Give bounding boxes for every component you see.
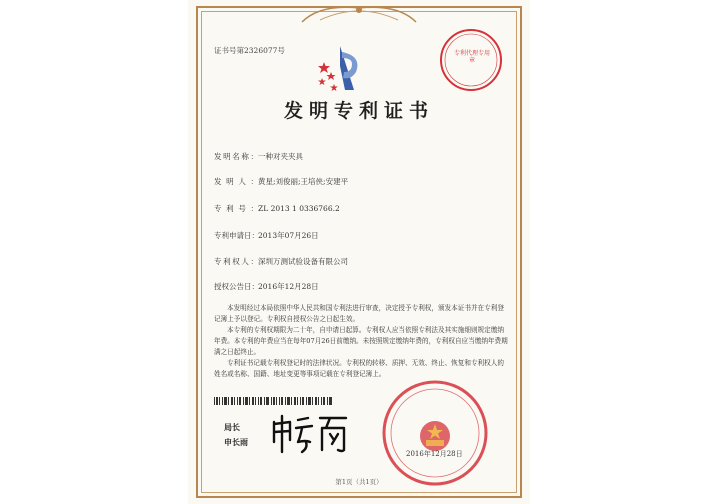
field-grant-date: 授权公告日：2016年12月28日 <box>214 282 319 291</box>
top-ornament-icon <box>300 2 418 24</box>
director-name: 申长雨 <box>224 438 248 447</box>
seal-top-text: 专利代理专用章 <box>454 50 491 64</box>
barcode-icon <box>214 397 332 405</box>
page-title: 发明专利证书 <box>283 100 434 122</box>
field-application-date: 专利申请日：2013年07月26日 <box>214 231 319 240</box>
patent-office-logo-icon <box>316 42 366 94</box>
national-emblem-seal-icon <box>380 378 490 488</box>
body-paragraph: 专利证书记载专利权登记时的法律状况。专利权的转移、质押、无效、终止、恢复和专利权人的姓名或名称、国籍、地址变更等事项记载在专利登记簿上。 <box>214 359 504 378</box>
page-footer: 第1页（共1页） <box>335 478 383 486</box>
field-invention-name: 发明名称：一种对夹夹具 <box>214 152 303 161</box>
field-patent-number: 专利号：ZL 2013 1 0336766.2 <box>214 204 340 213</box>
director-title: 局长 <box>224 423 240 432</box>
body-paragraph: 本发明经过本局依照中华人民共和国专利法进行审查，决定授予专利权，颁发本证书并在专利登记簿上予以登记。专利权自授权公告之日起生效。 <box>214 304 504 323</box>
body-text <box>214 303 510 380</box>
signature-icon <box>270 412 350 454</box>
seal-date: 2016年12月28日 <box>406 450 463 458</box>
field-patentee: 专利权人：深圳万测试验设备有限公司 <box>214 257 348 266</box>
certificate-number: 证书号第2326077号 <box>214 46 285 55</box>
field-inventors: 发明人：黄星;刘俊丽;王培侠;安建平 <box>214 177 349 186</box>
body-paragraph: 本专利的专利权期限为二十年，自申请日起算。专利权人应当依照专利法及其实施细则规定缴纳年费。本专利的年费应当在每年07月26日前缴纳。未按照规定缴纳年费的，专利权自应当缴纳年费期满之日起终止。 <box>214 326 508 356</box>
